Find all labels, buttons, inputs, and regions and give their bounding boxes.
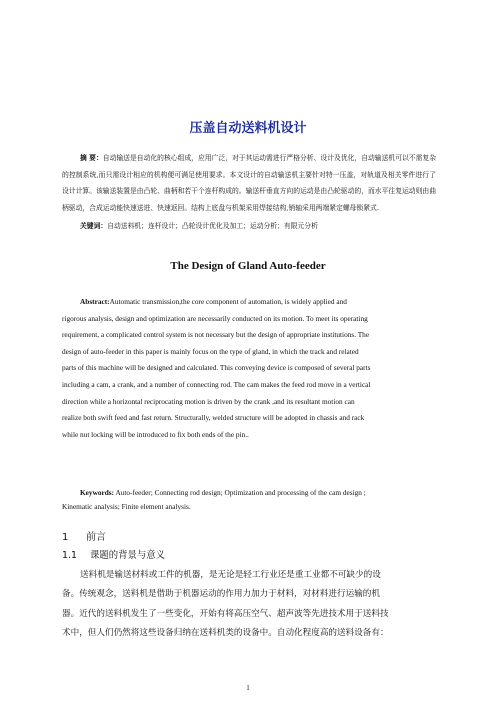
chinese-abstract-label: 摘 要： (80, 154, 103, 162)
english-title: The Design of Gland Auto-feeder (170, 260, 326, 272)
english-abstract-line: direction while a horizontal reciprocating motion is driven by the crank ,and its resultant motion can (62, 396, 355, 406)
chinese-title: 压盖自动送料机设计 (189, 121, 307, 136)
chinese-keywords-text: 自动送料机；连杆设计；凸轮设计优化及加工；运动分析；有限元分析 (107, 222, 318, 230)
section-heading (62, 528, 106, 543)
section-title: 前言 (86, 532, 106, 543)
english-abstract-line: requirement, a complicated control system is not necessary but the design of appropriate institutions. The (62, 330, 370, 340)
english-abstract-line: parts of this machine will be designed and calculated. This conveying device is composed of several parts (62, 363, 371, 373)
chinese-keywords-label: 关键词： (80, 222, 108, 230)
subsection-title: 课题的背景与意义 (90, 550, 166, 561)
body-paragraph (62, 566, 436, 643)
english-abstract-line: design of auto-feeder in this paper is mainly focus on the type of gland, in which the track and related (62, 346, 359, 356)
chinese-abstract (62, 150, 436, 216)
english-keywords-label: Keywords: (80, 488, 115, 497)
english-abstract-label: Abstract: (80, 297, 110, 306)
subsection-number: 1.1 (62, 550, 77, 561)
chinese-abstract-text: 自动输送是自动化的核心组成，应用广泛，对于其运动需进行严格分析、设计及优化，自动输送机可以不需复杂的控制系统,而只需设计相应的机构便可满足使用要求。本文设计的自动输送机主要针对特一压盖，对轨道及相关零件进行了设计计算。该输送装置是由凸轮、曲柄和若干个连杆构成的。输送杆垂直方向的运动是由凸轮驱动的，而水平往复运动则由曲柄驱动，合成运动能快速送进、快速返回。结构上底盘与机架采用焊接结构,销轴采用两端紧定螺母锁紧式. (62, 154, 436, 212)
english-abstract-line: rigorous analysis, design and optimization are necessarily conducted on its motion. To meet its operating (62, 313, 368, 323)
body-line: 器。近代的送料机发生了一些变化，开始有将高压空气、超声波等先进技术用于送料技 (62, 608, 389, 619)
body-line: 备。传统观念，送料机是借助于机器运动的作用力加力于材料，对材料进行运输的机 (62, 589, 380, 600)
subsection-heading (62, 547, 165, 561)
english-abstract-line: including a cam, a crank, and a number of connecting rod. The cam makes the feed rod move in a vertical (62, 379, 371, 389)
english-abstract (62, 294, 436, 443)
page-number: 1 (246, 684, 250, 692)
english-abstract-line: realize both swift feed and fast return. Structurally, welded structure will be adopted in chassis and rack (62, 413, 365, 423)
english-keywords (62, 486, 436, 514)
body-line: 送料机是输送材料或工件的机器，是无论是轻工行业还是重工业都不可缺少的设 (80, 570, 381, 580)
english-abstract-line: Abstract:Automatic transmission,the core component of automation, is widely applied and (80, 297, 347, 306)
english-keywords-line: Keywords: Auto-feeder; Connecting rod design; Optimization and processing of the cam design ; (80, 488, 366, 497)
english-abstract-line: while nut locking will be introduced to fix both ends of the pin.. (62, 429, 249, 439)
body-line: 术中，但人们仍然将这些设备归纳在送料机类的设备中。自动化程度高的送料设备有： (62, 627, 389, 638)
section-number: 1 (62, 532, 69, 543)
english-keywords-line: Kinematic analysis; Finite element analysis. (62, 502, 191, 512)
chinese-keywords (80, 219, 440, 233)
